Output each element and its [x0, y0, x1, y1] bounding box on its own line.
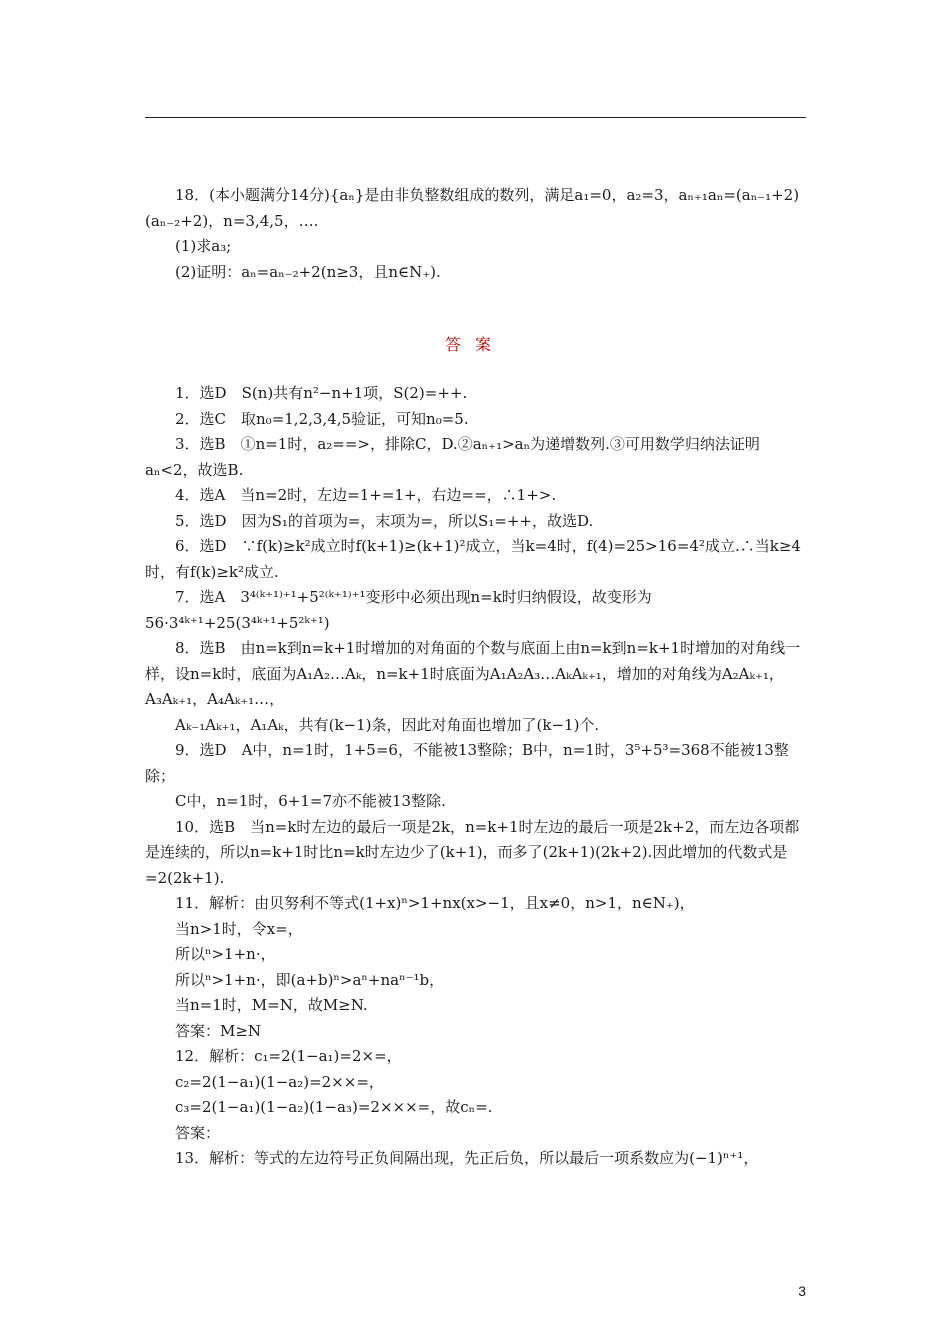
answer-line: 所以ⁿ>1+n·，即(a+b)ⁿ>aⁿ+naⁿ⁻¹b，	[175, 970, 445, 989]
answer-line: c₂=2(1−a₁)(1−a₂)=2××=，	[175, 1072, 384, 1091]
answer-line: 2．选C 取n₀=1,2,3,4,5验证，可知n₀=5.	[175, 409, 469, 428]
answer-line: 4．选A 当n=2时，左边=1+=1+，右边==，∴1+>.	[175, 486, 557, 504]
answer-title: 答案	[444, 335, 505, 354]
answer-line: 10．选B 当n=k时左边的最后一项是2k，n=k+1时左边的最后一项是2k+2，而左边各项都是连续的，所以n=k+1时比n=k时左边少了(k+1)，而多了(2k+1)(2k+2).因此增加的代数式是=2(2k+1).	[145, 817, 800, 887]
header-rule	[145, 117, 806, 118]
answer-line: 11．解析：由贝努利不等式(1+x)ⁿ>1+nx(x>−1，且x≠0，n>1，n∈N₊)，	[175, 894, 695, 912]
answer-line: 9．选D A中，n=1时，1+5=6，不能被13整除；B中，n=1时，3⁵+5³=368不能被13整除；	[145, 741, 789, 785]
question-18	[145, 183, 807, 285]
answer-line: 8．选B 由n=k到n=k+1时增加的对角面的个数与底面上由n=k到n=k+1时增加的对角线一样，设n=k时，底面为A₁A₂…Aₖ，n=k+1时底面为A₁A₂A₃…AₖAₖ₊₁，增加的对角线为A₂Aₖ₊₁，A₃Aₖ₊₁，A₄Aₖ₊₁…，	[145, 639, 801, 708]
page-number: 3	[798, 1283, 806, 1299]
answer-line: 7．选A 3⁴⁽ᵏ⁺¹⁾⁺¹+5²⁽ᵏ⁺¹⁾⁺¹变形中必须出现n=k时归纳假设，故变形为56·3⁴ᵏ⁺¹+25(3⁴ᵏ⁺¹+5²ᵏ⁺¹)	[145, 588, 652, 632]
answers-section	[145, 381, 807, 1172]
question-18-part1: (1)求a₃;	[175, 237, 232, 255]
answer-line: 3．选B ①n=1时，a₂==>，排除C，D.②aₙ₊₁>aₙ为递增数列.③可用数学归纳法证明aₙ<2，故选B.	[145, 435, 760, 479]
answer-line: 当n>1时，令x=，	[175, 919, 303, 938]
question-18-part2: (2)证明：aₙ=aₙ₋₂+2(n≥3，且n∈N₊).	[175, 262, 441, 281]
answer-line: c₃=2(1−a₁)(1−a₂)(1−a₃)=2×××=，故cₙ=.	[175, 1098, 493, 1116]
question-18-stem: 18．(本小题满分14分){aₙ}是由非负整数组成的数列，满足a₁=0，a₂=3，aₙ₊₁aₙ=(aₙ₋₁+2)(aₙ₋₂+2)，n=3,4,5，….	[145, 186, 800, 230]
answer-line: 12．解析：c₁=2(1−a₁)=2×=，	[175, 1047, 402, 1065]
answer-line: Aₖ₋₁Aₖ₊₁，A₁Aₖ，共有(k−1)条，因此对角面也增加了(k−1)个.	[175, 715, 600, 734]
answer-line: 所以ⁿ>1+n·，	[175, 945, 276, 963]
answer-line: 13．解析：等式的左边符号正负间隔出现，先正后负，所以最后一项系数应为(−1)ⁿ⁺¹，	[175, 1149, 759, 1167]
answer-line: 6．选D ∵f(k)≥k²成立时f(k+1)≥(k+1)²成立，当k=4时，f(4)=25>16=4²成立.∴当k≥4时，有f(k)≥k²成立.	[145, 537, 801, 581]
answer-line: 答案：	[175, 1123, 221, 1142]
answer-line: 答案：M≥N	[175, 1021, 262, 1040]
answer-line: 当n=1时，M=N，故M≥N.	[175, 996, 368, 1014]
answer-line: 5．选D 因为S₁的首项为=，末项为=，所以S₁=++，故选D.	[175, 511, 594, 530]
answer-line: 1．选D S(n)共有n²−n+1项，S(2)=++.	[175, 384, 468, 402]
answer-line: C中，n=1时，6+1=7亦不能被13整除.	[175, 792, 446, 810]
